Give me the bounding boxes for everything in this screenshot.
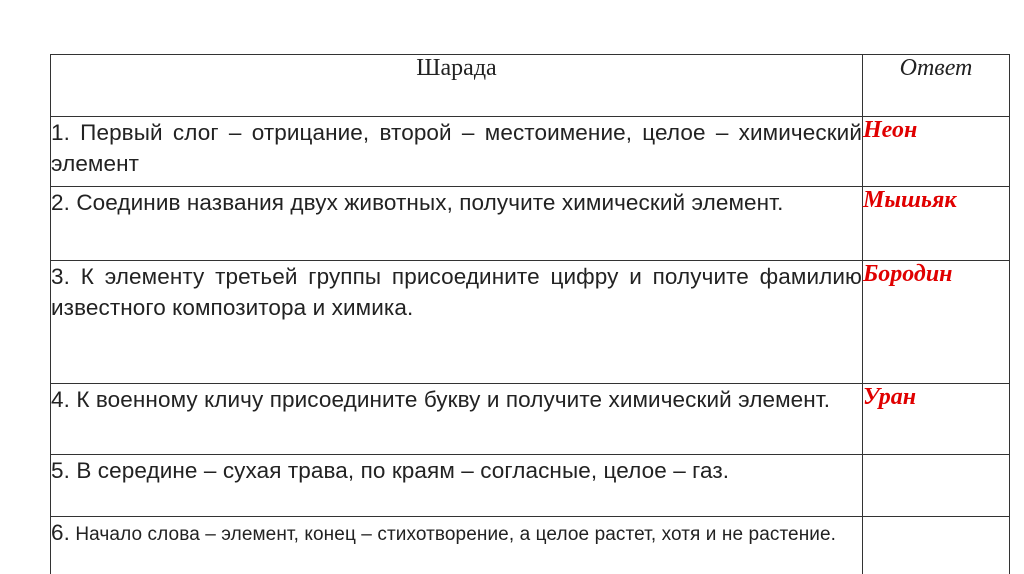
table-row bbox=[51, 187, 1010, 261]
riddle-text: 5. В середине – сухая трава, по краям – согласные, целое – газ. bbox=[51, 455, 863, 517]
table-row bbox=[51, 117, 1010, 187]
riddle-text: 3. К элементу третьей группы присоедините цифру и получите фамилию известного композитора и химика. bbox=[51, 261, 863, 384]
table-header-row bbox=[51, 55, 1010, 117]
table-row bbox=[51, 261, 1010, 384]
answer-text: Бородин bbox=[863, 261, 1010, 384]
riddle-number: 6. bbox=[51, 520, 70, 545]
table-row bbox=[51, 384, 1010, 455]
header-answer: Ответ bbox=[863, 55, 1010, 117]
table-row bbox=[51, 455, 1010, 517]
answer-text bbox=[863, 517, 1010, 574]
answer-text: Неон bbox=[863, 117, 1010, 187]
header-riddle: Шарада bbox=[51, 55, 863, 117]
riddle-text: 2. Соединив названия двух животных, получите химический элемент. bbox=[51, 187, 863, 261]
answer-text: Мышьяк bbox=[863, 187, 1010, 261]
riddle-text: 1. Первый слог – отрицание, второй – местоимение, целое – химический элемент bbox=[51, 117, 863, 187]
riddle-text: 4. К военному кличу присоедините букву и получите химический элемент. bbox=[51, 384, 863, 455]
riddle-cell bbox=[51, 517, 863, 574]
table-row bbox=[51, 517, 1010, 574]
riddle-text: Начало слова – элемент, конец – стихотворение, а целое растет, хотя и не растение. bbox=[75, 524, 837, 545]
charades-table bbox=[50, 54, 1010, 574]
answer-text: Уран bbox=[863, 384, 1010, 455]
answer-text bbox=[863, 455, 1010, 517]
